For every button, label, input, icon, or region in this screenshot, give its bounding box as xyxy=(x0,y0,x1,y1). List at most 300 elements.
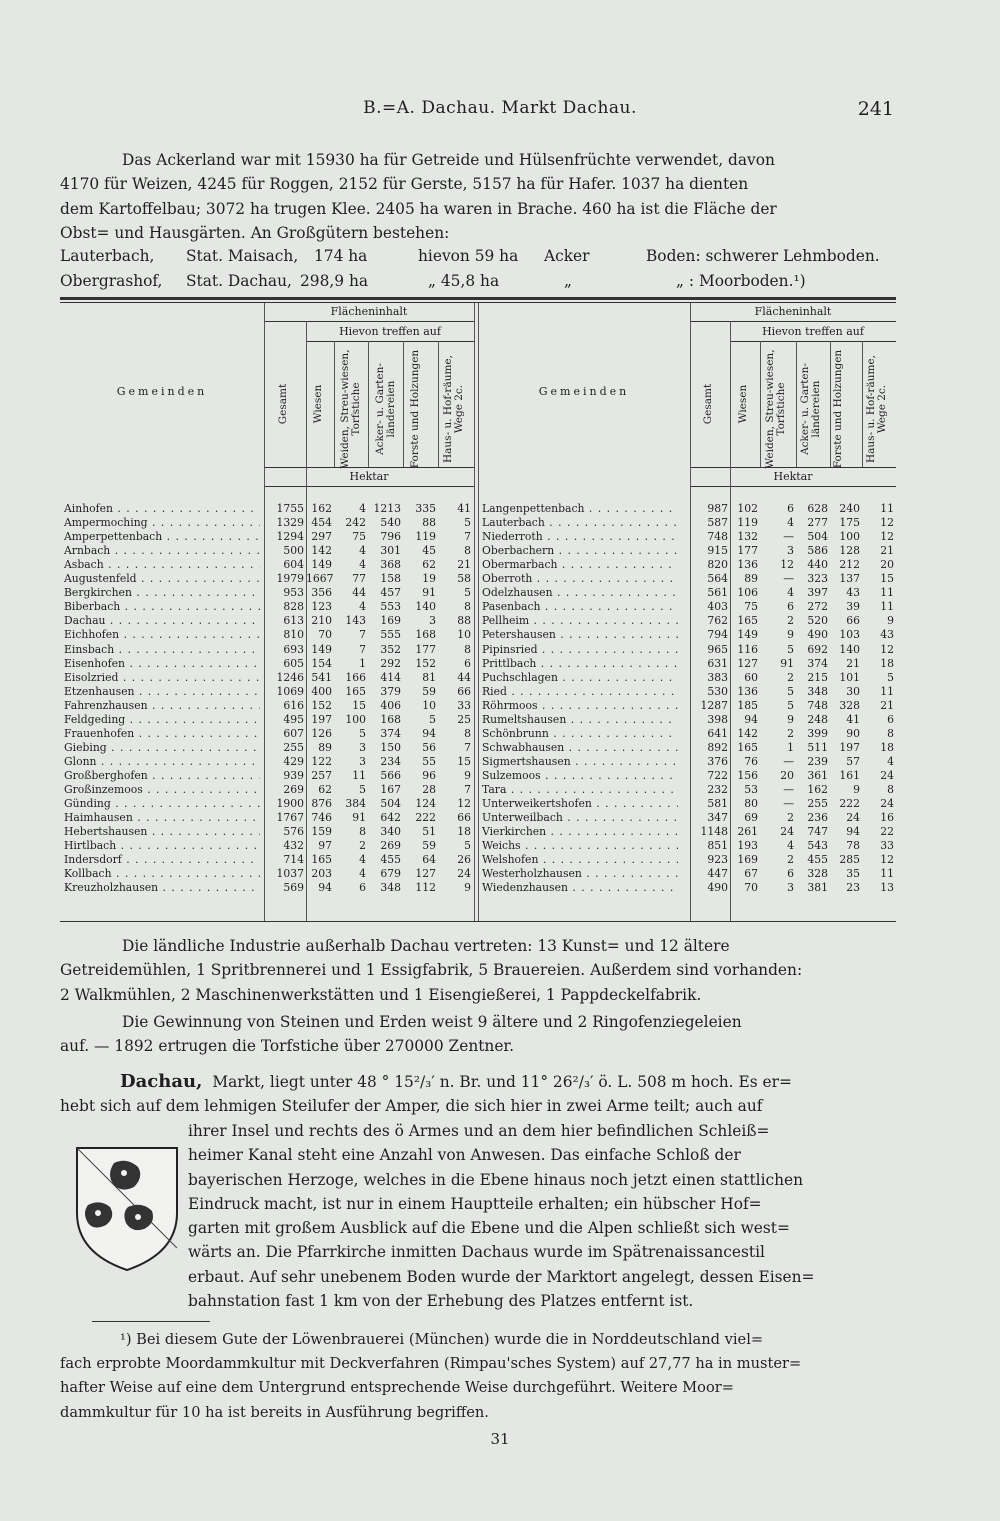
gesamt-value: 820 xyxy=(707,558,728,572)
weiden-value: 8 xyxy=(359,825,366,839)
acker-value: 374 xyxy=(807,656,828,670)
forste-value: 140 xyxy=(415,600,436,614)
haus-value: 9 xyxy=(464,768,471,782)
gemeinde-name: Sulzemoos . . . xyxy=(482,770,678,783)
forste-value: 328 xyxy=(839,698,860,712)
text-line: ihrer Insel und rechts des ö Armes und an dem hier befindlichen Schleiß= xyxy=(188,1122,770,1140)
forste-value: 30 xyxy=(846,684,860,698)
table-row xyxy=(478,728,898,741)
gemeinde-name: Eichhofen . . . xyxy=(64,629,260,642)
table-row xyxy=(60,615,480,628)
wiesen-value: 75 xyxy=(744,600,758,614)
gesamt-value: 714 xyxy=(283,853,304,867)
gesamt-value: 607 xyxy=(283,726,304,740)
forste-value: 21 xyxy=(846,656,860,670)
gemeinde-name: Oberbachern . . . xyxy=(482,545,678,558)
weiden-value: 2 xyxy=(359,839,366,853)
forste-value: 103 xyxy=(839,628,860,642)
gemeinde-name: Kreuzholzhausen . . . xyxy=(64,882,260,895)
acker-value: 406 xyxy=(380,698,401,712)
gesamt-value: 939 xyxy=(283,768,304,782)
text-line xyxy=(60,1070,896,1094)
gesamt-value: 1294 xyxy=(276,530,304,544)
weiden-value: 3 xyxy=(359,740,366,754)
gesamt-value: 1287 xyxy=(700,698,728,712)
column-rule xyxy=(403,341,404,467)
gemeinde-name: Biberbach . . . xyxy=(64,601,260,614)
gesamt-value: 347 xyxy=(707,811,728,825)
gemeinden-header: Gemeinden xyxy=(116,385,208,398)
table-row xyxy=(60,629,480,642)
weiden-value: 4 xyxy=(359,853,366,867)
forste-value: 96 xyxy=(422,768,436,782)
acker-value: 747 xyxy=(807,825,828,839)
forste-value: 66 xyxy=(846,614,860,628)
acker-value: 168 xyxy=(380,712,401,726)
weiden-value: 1 xyxy=(359,656,366,670)
table-top-rule xyxy=(60,297,896,300)
table-row xyxy=(60,728,480,741)
forste-value: 62 xyxy=(422,558,436,572)
gemeinde-name: Tara . . . xyxy=(482,784,678,797)
table-row xyxy=(478,854,898,867)
acker-value: 301 xyxy=(380,544,401,558)
wiesen-value: 165 xyxy=(311,853,332,867)
gemeinden-header: Gemeinden xyxy=(538,385,630,398)
forste-value: 19 xyxy=(422,572,436,586)
table-row xyxy=(478,840,898,853)
gemeinde-name: Ainhofen . . . xyxy=(64,503,260,516)
weiden-value: — xyxy=(783,783,794,796)
haus-value: 24 xyxy=(457,867,471,881)
header-rule xyxy=(264,486,474,487)
weiden-value: 3 xyxy=(787,881,794,895)
acker-value: 628 xyxy=(807,502,828,515)
table-row xyxy=(478,882,898,895)
table-row xyxy=(478,770,898,783)
wiesen-value: 197 xyxy=(311,712,332,726)
table-row xyxy=(60,798,480,811)
wiesen-value: 185 xyxy=(737,698,758,712)
acker-value: 566 xyxy=(380,768,401,782)
dachau-heading: Dachau, xyxy=(120,1071,203,1092)
weiden-value: 91 xyxy=(780,656,794,670)
weiden-value: 5 xyxy=(787,698,794,712)
forste-value: 3 xyxy=(429,614,436,628)
gesamt-value: 383 xyxy=(707,670,728,684)
table-row xyxy=(478,658,898,671)
weiden-value: — xyxy=(783,797,794,811)
gemeinde-name: Puchschlagen . . . xyxy=(482,672,678,685)
table-row xyxy=(478,587,898,600)
haus-value: 4 xyxy=(887,754,894,768)
gesamt-value: 722 xyxy=(707,768,728,782)
haus-value: 18 xyxy=(457,825,471,839)
haus-value: 66 xyxy=(457,811,471,825)
forste-value: 112 xyxy=(415,881,436,895)
text-line: dem Kartoffelbau; 3072 ha trugen Klee. 2405 ha waren in Brache. 460 ha ist die Fläche der xyxy=(60,199,777,218)
text-line: heimer Kanal steht eine Anzahl von Anwesen. Das einfache Schloß der xyxy=(188,1146,741,1165)
acker-value: 381 xyxy=(807,881,828,895)
wiesen-value: 152 xyxy=(311,698,332,712)
column-rule xyxy=(334,341,335,467)
forste-value: 59 xyxy=(422,839,436,853)
forste-value: 88 xyxy=(422,516,436,530)
gemeinde-name: Vierkirchen . . . xyxy=(482,826,678,839)
wiesen-value: 169 xyxy=(737,853,758,867)
gemeinde-name: Großberghofen . . . xyxy=(64,770,260,783)
header-rule xyxy=(306,341,474,342)
wiesen-value: 162 xyxy=(311,502,332,515)
weiden-value: 44 xyxy=(352,586,366,600)
column-rule xyxy=(368,341,369,467)
gemeinde-name: Obermarbach . . . xyxy=(482,559,678,572)
gesamt-value: 631 xyxy=(707,656,728,670)
table-row xyxy=(478,615,898,628)
haus-value: 18 xyxy=(880,740,894,754)
wiesen-value: 541 xyxy=(311,670,332,684)
weiden-value: 3 xyxy=(359,754,366,768)
text-line: wärts an. Die Pfarrkirche inmitten Dachaus wurde im Spätrenaissancestil xyxy=(188,1243,765,1262)
col-haus-header: Haus- u. Hof-räume, Wege 2c. xyxy=(442,355,465,463)
gesamt-value: 269 xyxy=(283,783,304,796)
forste-value: 90 xyxy=(846,726,860,740)
estate-row xyxy=(60,269,896,294)
haus-value: 20 xyxy=(880,558,894,572)
gemeinde-name: Odelzhausen . . . xyxy=(482,587,678,600)
haus-value: 25 xyxy=(457,712,471,726)
estate-of-which: hievon 59 ha xyxy=(418,247,519,265)
forste-value: 140 xyxy=(839,642,860,656)
weiden-value: 5 xyxy=(359,783,366,796)
acker-value: 248 xyxy=(807,712,828,726)
forste-value: 127 xyxy=(415,867,436,881)
table-row xyxy=(60,587,480,600)
estate-type: „ xyxy=(564,272,572,290)
gemeinde-name: Lauterbach . . . xyxy=(482,517,678,530)
haus-value: 7 xyxy=(464,783,471,796)
wiesen-value: 132 xyxy=(737,530,758,544)
text-line: Das Ackerland war mit 15930 ha für Getreide und Hülsenfrüchte verwendet, davon xyxy=(122,151,775,169)
wiesen-value: 257 xyxy=(311,768,332,782)
acker-value: 328 xyxy=(807,867,828,881)
acker-value: 642 xyxy=(380,811,401,825)
gemeinde-name: Arnbach . . . xyxy=(64,545,260,558)
acker-value: 162 xyxy=(807,783,828,796)
haus-value: 24 xyxy=(880,768,894,782)
wiesen-value: 89 xyxy=(744,572,758,586)
forste-value: 81 xyxy=(422,670,436,684)
gesamt-value: 1329 xyxy=(276,516,304,530)
gesamt-value: 605 xyxy=(283,656,304,670)
weiden-value: 384 xyxy=(345,797,366,811)
col-acker-header: Acker- u. Garten-ländereien xyxy=(374,363,397,455)
column-rule xyxy=(862,341,863,467)
gesamt-value: 616 xyxy=(283,698,304,712)
wiesen-value: 876 xyxy=(311,797,332,811)
gemeinde-name: Einsbach . . . xyxy=(64,644,260,657)
gemeinde-name: Feldgeding . . . xyxy=(64,714,260,727)
gemeinde-name: Asbach . . . xyxy=(64,559,260,572)
wiesen-value: 154 xyxy=(311,656,332,670)
haus-value: 12 xyxy=(880,642,894,656)
hievon-header: Hievon treffen auf xyxy=(339,325,441,338)
gemeinde-name: Großinzemoos . . . xyxy=(64,784,260,797)
hektar-header: Hektar xyxy=(349,470,389,483)
acker-value: 348 xyxy=(807,684,828,698)
estate-area: 174 ha xyxy=(314,247,368,265)
acker-value: 555 xyxy=(380,628,401,642)
col-weiden-header: Weiden, Streu-wiesen, Torfstiche xyxy=(764,349,787,469)
wiesen-value: 53 xyxy=(744,783,758,796)
gemeinde-name: Pellheim . . . xyxy=(482,615,678,628)
wiesen-value: 177 xyxy=(737,544,758,558)
acker-value: 277 xyxy=(807,516,828,530)
gesamt-value: 613 xyxy=(283,614,304,628)
gesamt-value: 432 xyxy=(283,839,304,853)
wiesen-value: 127 xyxy=(737,656,758,670)
table-row xyxy=(60,756,480,769)
column-rule xyxy=(438,341,439,467)
table-row xyxy=(478,503,898,516)
acker-value: 340 xyxy=(380,825,401,839)
estate-soil: „ : Moorboden.¹) xyxy=(676,272,806,290)
wiesen-value: 62 xyxy=(318,783,332,796)
haus-value: 8 xyxy=(464,642,471,656)
flaecheninhalt-header: Flächeninhalt xyxy=(754,305,832,318)
table-row xyxy=(60,545,480,558)
estate-area: 298,9 ha xyxy=(300,272,369,290)
col-forste-header: Forste und Holzungen xyxy=(409,349,421,469)
haus-value: 10 xyxy=(457,628,471,642)
estate-soil: Boden: schwerer Lehmboden. xyxy=(646,247,880,265)
gesamt-value: 965 xyxy=(707,642,728,656)
wiesen-value: 149 xyxy=(737,628,758,642)
coat-of-arms xyxy=(72,1143,182,1273)
weiden-value: 20 xyxy=(780,768,794,782)
forste-value: 212 xyxy=(839,558,860,572)
table-row xyxy=(60,854,480,867)
gesamt-value: 1246 xyxy=(276,670,304,684)
col-forste-header: Forste und Holzungen xyxy=(832,349,844,469)
acker-value: 748 xyxy=(807,698,828,712)
forste-value: 51 xyxy=(422,825,436,839)
acker-value: 215 xyxy=(807,670,828,684)
gemeinde-name: Ampermoching . . . xyxy=(64,517,260,530)
header-rule xyxy=(730,341,896,342)
weiden-value: 2 xyxy=(787,853,794,867)
gesamt-value: 447 xyxy=(707,867,728,881)
estate-of-which: „ 45,8 ha xyxy=(428,272,500,290)
forste-value: 137 xyxy=(839,572,860,586)
gesamt-value: 762 xyxy=(707,614,728,628)
gesamt-value: 1148 xyxy=(700,825,728,839)
weiden-value: 4 xyxy=(359,600,366,614)
gesamt-value: 376 xyxy=(707,754,728,768)
gesamt-value: 748 xyxy=(707,530,728,544)
gemeinde-name: Etzenhausen . . . xyxy=(64,686,260,699)
weiden-value: 7 xyxy=(359,628,366,642)
acker-value: 455 xyxy=(380,853,401,867)
wiesen-value: 94 xyxy=(318,881,332,895)
weiden-value: 2 xyxy=(787,670,794,684)
industry-paragraph xyxy=(60,934,896,1007)
gesamt-value: 953 xyxy=(283,586,304,600)
forste-value: 124 xyxy=(415,797,436,811)
weiden-value: — xyxy=(783,572,794,586)
table-row xyxy=(60,559,480,572)
gesamt-value: 1979 xyxy=(276,572,304,586)
weiden-value: 5 xyxy=(787,642,794,656)
gesamt-value: 530 xyxy=(707,684,728,698)
table-row xyxy=(60,812,480,825)
header-title: B.=A. Dachau. Markt Dachau. xyxy=(363,98,637,118)
forste-value: 78 xyxy=(846,839,860,853)
forste-value: 285 xyxy=(839,853,860,867)
weiden-value: 3 xyxy=(787,544,794,558)
table-row xyxy=(478,644,898,657)
acker-value: 379 xyxy=(380,684,401,698)
forste-value: 94 xyxy=(422,726,436,740)
gemeinde-name: Rumeltshausen . . . xyxy=(482,714,678,727)
table-row xyxy=(60,503,480,516)
weiden-value: 24 xyxy=(780,825,794,839)
haus-value: 24 xyxy=(880,797,894,811)
weiden-value: 2 xyxy=(787,726,794,740)
haus-value: 8 xyxy=(887,783,894,796)
estate-name: Obergrashof, xyxy=(60,272,163,290)
table-row xyxy=(60,882,480,895)
forste-value: 197 xyxy=(839,740,860,754)
weiden-value: — xyxy=(783,754,794,768)
estate-station: Stat. Maisach, xyxy=(186,247,299,265)
gesamt-value: 581 xyxy=(707,797,728,811)
gesamt-value: 495 xyxy=(283,712,304,726)
estate-station: Stat. Dachau, xyxy=(186,272,292,290)
haus-value: 66 xyxy=(457,684,471,698)
wiesen-value: 97 xyxy=(318,839,332,853)
acker-value: 374 xyxy=(380,726,401,740)
wiesen-value: 80 xyxy=(744,797,758,811)
text-line: auf. — 1892 ertrugen die Torfstiche über 270000 Zentner. xyxy=(60,1037,514,1056)
acker-value: 352 xyxy=(380,642,401,656)
forste-value: 177 xyxy=(415,642,436,656)
haus-value: 21 xyxy=(880,698,894,712)
forste-value: 94 xyxy=(846,825,860,839)
gesamt-value: 569 xyxy=(283,881,304,895)
acker-value: 292 xyxy=(380,656,401,670)
table-row xyxy=(60,531,480,544)
wiesen-value: 136 xyxy=(737,684,758,698)
acker-value: 455 xyxy=(807,853,828,867)
gesamt-value: 892 xyxy=(707,740,728,754)
wiesen-value: 156 xyxy=(737,768,758,782)
haus-value: 11 xyxy=(880,600,894,614)
acker-value: 457 xyxy=(380,586,401,600)
gesamt-value: 255 xyxy=(283,740,304,754)
wiesen-value: 126 xyxy=(311,726,332,740)
col-wiesen-header: Wiesen xyxy=(312,384,324,424)
acker-value: 397 xyxy=(807,586,828,600)
table-row xyxy=(60,770,480,783)
haus-value: 8 xyxy=(464,544,471,558)
intro-paragraph xyxy=(60,148,896,245)
acker-value: 348 xyxy=(380,881,401,895)
gemeinde-name: Indersdorf . . . xyxy=(64,854,260,867)
table-bottom-rule xyxy=(60,921,896,922)
haus-value: 6 xyxy=(464,656,471,670)
forste-value: 101 xyxy=(839,670,860,684)
gemeinde-name: Hebertshausen . . . xyxy=(64,826,260,839)
wiesen-value: 70 xyxy=(744,881,758,895)
forste-value: 9 xyxy=(853,783,860,796)
footnote-rule xyxy=(92,1321,210,1322)
text-line: garten mit großem Ausblick auf die Ebene und die Alpen schließt sich west= xyxy=(188,1219,790,1238)
forste-value: 335 xyxy=(415,502,436,515)
gemeinde-name: Fahrenzhausen . . . xyxy=(64,700,260,713)
text-line: 2 Walkmühlen, 2 Maschinenwerkstätten und 1 Eisengießerei, 1 Pappdeckelfabrik. xyxy=(60,985,702,1004)
table-row xyxy=(478,531,898,544)
forste-value: 10 xyxy=(422,698,436,712)
weiden-value: 11 xyxy=(352,768,366,782)
acker-value: 158 xyxy=(380,572,401,586)
forste-value: 161 xyxy=(839,768,860,782)
acker-value: 368 xyxy=(380,558,401,572)
gesamt-value: 1037 xyxy=(276,867,304,881)
table-row xyxy=(60,700,480,713)
gemeinde-name: Frauenhofen . . . xyxy=(64,728,260,741)
text-line: fach erprobte Moordammkultur mit Deckverfahren (Rimpau'sches System) auf 27,77 ha in muster= xyxy=(60,1355,802,1373)
page-number: 241 xyxy=(857,98,894,120)
weiden-value: 9 xyxy=(787,628,794,642)
acker-value: 150 xyxy=(380,740,401,754)
signature-mark: 31 xyxy=(490,1430,510,1448)
gemeinde-name: Augustenfeld . . . xyxy=(64,573,260,586)
acker-value: 399 xyxy=(807,726,828,740)
estates-list xyxy=(60,244,896,294)
haus-value: 33 xyxy=(880,839,894,853)
gemeinde-name: Langenpettenbach . . . xyxy=(482,503,678,516)
table-row xyxy=(478,784,898,797)
text-line: ¹) Bei diesem Gute der Löwenbrauerei (München) wurde die in Norddeutschland viel= xyxy=(120,1331,764,1348)
wiesen-value: 149 xyxy=(311,558,332,572)
gesamt-value: 794 xyxy=(707,628,728,642)
haus-value: 9 xyxy=(464,881,471,895)
forste-value: 5 xyxy=(429,712,436,726)
gemeinde-name: Kollbach . . . xyxy=(64,868,260,881)
weiden-value: 4 xyxy=(787,516,794,530)
dachau-indented-text xyxy=(188,1119,896,1313)
haus-value: 44 xyxy=(457,670,471,684)
forste-value: 64 xyxy=(422,853,436,867)
gesamt-value: 923 xyxy=(707,853,728,867)
acker-value: 553 xyxy=(380,600,401,614)
wiesen-value: 356 xyxy=(311,586,332,600)
forste-value: 24 xyxy=(846,811,860,825)
gemeinde-name: Unterweikertshofen . . . xyxy=(482,798,678,811)
gesamt-value: 561 xyxy=(707,586,728,600)
table-row xyxy=(60,784,480,797)
wiesen-value: 119 xyxy=(737,516,758,530)
acker-value: 520 xyxy=(807,614,828,628)
acker-value: 272 xyxy=(807,600,828,614)
haus-value: 8 xyxy=(464,600,471,614)
gemeinde-name: Petershausen . . . xyxy=(482,629,678,642)
weiden-value: 75 xyxy=(352,530,366,544)
text-line: hafter Weise auf eine dem Untergrund entsprechende Weise durchgeführt. Weitere Moor= xyxy=(60,1379,734,1397)
haus-value: 7 xyxy=(464,740,471,754)
flaecheninhalt-header: Flächeninhalt xyxy=(330,305,408,318)
